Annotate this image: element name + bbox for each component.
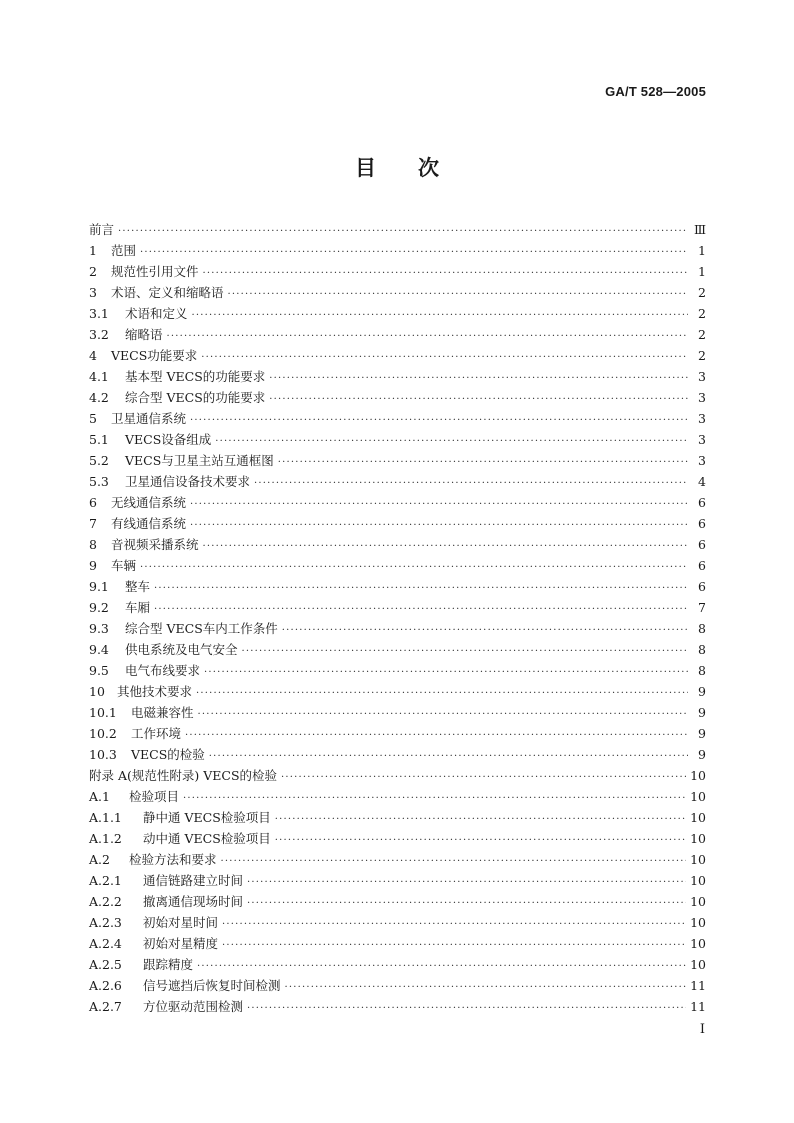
toc-entry-title: 电磁兼容性 xyxy=(131,705,194,720)
dot-leader xyxy=(222,935,686,956)
toc-entry-title: 车厢 xyxy=(125,600,151,615)
toc-entry xyxy=(89,891,706,912)
toc-entry-title: 规范性引用文件 xyxy=(111,264,199,279)
toc-entry-title: 方位驱动范围检测 xyxy=(143,999,244,1014)
toc-entry-title: 检验方法和要求 xyxy=(129,852,217,867)
table-of-contents xyxy=(89,219,706,1017)
toc-entry-title: 术语、定义和缩略语 xyxy=(111,285,224,300)
toc-entry-number: A.1 xyxy=(89,789,110,804)
toc-entry-number: 9.4 xyxy=(89,642,109,657)
toc-entry-page: 8 xyxy=(698,663,706,678)
dot-leader xyxy=(197,956,686,977)
toc-entry-number: 3 xyxy=(89,285,97,300)
dot-leader xyxy=(209,746,688,767)
dot-leader xyxy=(204,662,688,683)
toc-entry-title: 范围 xyxy=(111,243,137,258)
toc-entry-page: 8 xyxy=(698,621,706,636)
toc-entry xyxy=(89,492,706,513)
dot-leader xyxy=(215,431,688,452)
dot-leader xyxy=(192,305,688,326)
toc-entry-number: 4.1 xyxy=(89,369,109,384)
toc-entry-page: 10 xyxy=(690,810,706,825)
toc-entry-page: 10 xyxy=(690,936,706,951)
toc-entry-title: VECS的检验 xyxy=(131,747,205,762)
dot-leader xyxy=(185,725,688,746)
toc-entry-title: 有线通信系统 xyxy=(111,516,187,531)
toc-entry-title: VECS与卫星主站互通框图 xyxy=(125,453,274,468)
toc-entry xyxy=(89,786,706,807)
toc-entry xyxy=(89,660,706,681)
toc-entry-number: 9.2 xyxy=(89,600,109,615)
dot-leader xyxy=(275,830,686,851)
toc-entry xyxy=(89,681,706,702)
document-code: GA/T 528—2005 xyxy=(605,84,706,99)
toc-entry-title: 供电系统及电气安全 xyxy=(125,642,238,657)
toc-entry-page: 8 xyxy=(698,642,706,657)
toc-entry-number: 附录 A xyxy=(89,768,128,783)
toc-entry-page: 9 xyxy=(698,684,706,699)
toc-entry-number: 3.2 xyxy=(89,327,109,342)
dot-leader xyxy=(190,515,688,536)
toc-entry-number: 9 xyxy=(89,558,97,573)
toc-entry-page: 9 xyxy=(698,747,706,762)
toc-entry-number: A.2 xyxy=(89,852,110,867)
dot-leader xyxy=(154,599,688,620)
dot-leader xyxy=(228,284,688,305)
toc-entry-title: 无线通信系统 xyxy=(111,495,187,510)
toc-entry-page: 9 xyxy=(698,705,706,720)
toc-entry xyxy=(89,639,706,660)
toc-entry-number: A.2.1 xyxy=(89,873,122,888)
toc-entry-title: VECS设备组成 xyxy=(125,432,212,447)
toc-entry-title: 静中通 VECS检验项目 xyxy=(143,810,271,825)
toc-entry-title: 初始对星时间 xyxy=(143,915,219,930)
toc-entry-title: 综合型 VECS的功能要求 xyxy=(125,390,266,405)
toc-entry-number: A.2.2 xyxy=(89,894,122,909)
toc-entry xyxy=(89,954,706,975)
toc-entry xyxy=(89,975,706,996)
dot-leader xyxy=(285,977,687,998)
toc-entry xyxy=(89,387,706,408)
toc-entry-number: A.1.2 xyxy=(89,831,122,846)
dot-leader xyxy=(203,263,688,284)
toc-entry xyxy=(89,471,706,492)
toc-entry-page: 10 xyxy=(690,894,706,909)
dot-leader xyxy=(198,704,688,725)
toc-entry-page: 9 xyxy=(698,726,706,741)
dot-leader xyxy=(282,620,688,641)
dot-leader xyxy=(254,473,688,494)
toc-entry-page: 10 xyxy=(690,831,706,846)
toc-entry-number: A.2.5 xyxy=(89,957,122,972)
toc-entry-title: 撤离通信现场时间 xyxy=(143,894,244,909)
dot-leader xyxy=(247,998,686,1019)
toc-entry-number: A.2.6 xyxy=(89,978,122,993)
toc-entry-page: 3 xyxy=(698,411,706,426)
dot-leader xyxy=(140,557,688,578)
toc-entry-number: A.2.3 xyxy=(89,915,122,930)
toc-entry-title: 通信链路建立时间 xyxy=(143,873,244,888)
toc-entry xyxy=(89,534,706,555)
toc-entry-page: 2 xyxy=(698,285,706,300)
toc-entry-title: 信号遮挡后恢复时间检测 xyxy=(143,978,281,993)
toc-entry-page: 6 xyxy=(698,495,706,510)
toc-entry-number: 10 xyxy=(89,684,105,699)
toc-entry-number: 8 xyxy=(89,537,97,552)
toc-entry-number: 9.5 xyxy=(89,663,109,678)
toc-entry-number: 3.1 xyxy=(89,306,109,321)
dot-leader xyxy=(269,389,688,410)
dot-leader xyxy=(167,326,688,347)
toc-entry-page: 10 xyxy=(690,915,706,930)
toc-entry-title: 卫星通信系统 xyxy=(111,411,187,426)
toc-entry-page: 10 xyxy=(690,852,706,867)
toc-entry xyxy=(89,324,706,345)
toc-entry-number: 10.2 xyxy=(89,726,117,741)
toc-entry-number: 5.1 xyxy=(89,432,109,447)
toc-entry-page: 6 xyxy=(698,516,706,531)
toc-entry-number: 1 xyxy=(89,243,97,258)
toc-entry-page: 3 xyxy=(698,369,706,384)
toc-entry-number: 6 xyxy=(89,495,97,510)
toc-entry xyxy=(89,513,706,534)
toc-entry-number: 10.3 xyxy=(89,747,117,762)
dot-leader xyxy=(196,683,688,704)
toc-entry xyxy=(89,429,706,450)
page-title xyxy=(0,152,794,182)
dot-leader xyxy=(247,872,686,893)
toc-entry xyxy=(89,765,706,786)
toc-entry-page: 2 xyxy=(698,306,706,321)
toc-entry-page: 1 xyxy=(698,264,706,279)
toc-entry-number: 4 xyxy=(89,348,97,363)
toc-entry xyxy=(89,219,706,240)
toc-entry xyxy=(89,849,706,870)
toc-entry xyxy=(89,345,706,366)
toc-entry-number: 9.3 xyxy=(89,621,109,636)
toc-entry xyxy=(89,996,706,1017)
toc-entry-number: 9.1 xyxy=(89,579,109,594)
toc-entry xyxy=(89,450,706,471)
toc-entry-page: 6 xyxy=(698,537,706,552)
toc-entry xyxy=(89,303,706,324)
dot-leader xyxy=(183,788,686,809)
toc-entry xyxy=(89,870,706,891)
toc-entry-title: 车辆 xyxy=(111,558,137,573)
toc-entry-number: 7 xyxy=(89,516,97,531)
dot-leader xyxy=(221,851,687,872)
toc-entry-title: 电气布线要求 xyxy=(125,663,201,678)
toc-entry xyxy=(89,576,706,597)
toc-entry-page: 6 xyxy=(698,579,706,594)
toc-entry xyxy=(89,597,706,618)
dot-leader xyxy=(242,641,688,662)
toc-entry xyxy=(89,408,706,429)
toc-entry-title: 其他技术要求 xyxy=(117,684,193,699)
dot-leader xyxy=(278,452,688,473)
toc-entry-title: 术语和定义 xyxy=(125,306,188,321)
toc-entry-title: (规范性附录) VECS的检验 xyxy=(127,768,278,783)
toc-entry xyxy=(89,933,706,954)
toc-entry-title: 基本型 VECS的功能要求 xyxy=(125,369,266,384)
toc-entry-title: 综合型 VECS车内工作条件 xyxy=(125,621,278,636)
toc-entry-title: VECS功能要求 xyxy=(111,348,198,363)
toc-entry-page: 1 xyxy=(698,243,706,258)
toc-entry-page: 11 xyxy=(690,978,706,993)
toc-entry-title: 动中通 VECS检验项目 xyxy=(143,831,271,846)
toc-entry-title: 初始对星精度 xyxy=(143,936,219,951)
toc-entry xyxy=(89,702,706,723)
toc-entry-page: 10 xyxy=(690,873,706,888)
toc-entry-page: 4 xyxy=(698,474,706,489)
dot-leader xyxy=(201,347,688,368)
dot-leader xyxy=(247,893,686,914)
toc-entry-number: 4.2 xyxy=(89,390,109,405)
toc-entry-number: A.2.7 xyxy=(89,999,122,1014)
toc-entry xyxy=(89,723,706,744)
title-char-1: 目 xyxy=(355,156,376,180)
toc-entry xyxy=(89,366,706,387)
toc-entry-number: 10.1 xyxy=(89,705,117,720)
page-folio: I xyxy=(699,1022,705,1037)
dot-leader xyxy=(203,536,688,557)
toc-entry-page: 3 xyxy=(698,432,706,447)
toc-entry-page: Ⅲ xyxy=(693,222,706,237)
toc-entry-page: 7 xyxy=(698,600,706,615)
toc-entry-page: 3 xyxy=(698,390,706,405)
toc-entry-title: 跟踪精度 xyxy=(143,957,194,972)
dot-leader xyxy=(154,578,688,599)
toc-entry xyxy=(89,240,706,261)
toc-entry-page: 2 xyxy=(698,348,706,363)
toc-entry xyxy=(89,555,706,576)
toc-entry-title: 音视频采播系统 xyxy=(111,537,199,552)
toc-entry xyxy=(89,807,706,828)
toc-entry-page: 10 xyxy=(690,768,706,783)
toc-entry xyxy=(89,828,706,849)
toc-entry xyxy=(89,744,706,765)
toc-entry-page: 10 xyxy=(690,957,706,972)
toc-entry-page: 2 xyxy=(698,327,706,342)
toc-entry-page: 10 xyxy=(690,789,706,804)
toc-entry-title: 前言 xyxy=(89,222,115,237)
toc-entry-number: 2 xyxy=(89,264,97,279)
toc-entry-title: 检验项目 xyxy=(129,789,180,804)
toc-entry-page: 6 xyxy=(698,558,706,573)
toc-entry-number: 5.2 xyxy=(89,453,109,468)
toc-entry-page: 11 xyxy=(690,999,706,1014)
toc-entry xyxy=(89,618,706,639)
dot-leader xyxy=(140,242,688,263)
toc-entry xyxy=(89,912,706,933)
toc-entry-page: 3 xyxy=(698,453,706,468)
title-char-2: 次 xyxy=(418,156,439,180)
toc-entry-title: 整车 xyxy=(125,579,151,594)
toc-entry-number: A.2.4 xyxy=(89,936,122,951)
toc-entry-number: 5 xyxy=(89,411,97,426)
dot-leader xyxy=(269,368,688,389)
dot-leader xyxy=(118,221,688,242)
toc-entry-number: 5.3 xyxy=(89,474,109,489)
toc-entry-title: 卫星通信设备技术要求 xyxy=(125,474,251,489)
toc-entry xyxy=(89,261,706,282)
dot-leader xyxy=(190,410,688,431)
toc-entry-title: 工作环境 xyxy=(131,726,182,741)
dot-leader xyxy=(222,914,686,935)
toc-entry-title: 缩略语 xyxy=(125,327,163,342)
dot-leader xyxy=(190,494,688,515)
toc-entry xyxy=(89,282,706,303)
toc-entry-number: A.1.1 xyxy=(89,810,122,825)
dot-leader xyxy=(275,809,686,830)
dot-leader xyxy=(281,767,686,788)
